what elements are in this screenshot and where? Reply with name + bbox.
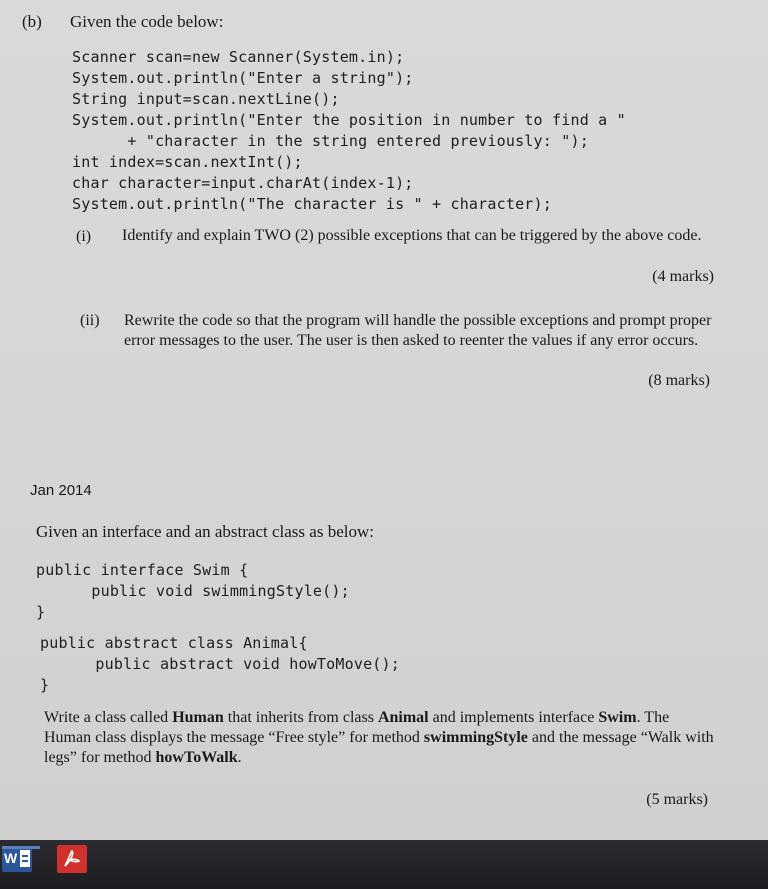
task-keyword-swimmingstyle: swimmingStyle bbox=[423, 729, 528, 746]
code-block-abstract-animal: public abstract class Animal{ public abstract void howToMove(); } bbox=[40, 634, 400, 694]
task-text-part: Write a class called bbox=[44, 709, 173, 726]
task-text-part: and the message “Walk with legs” for method bbox=[44, 729, 714, 766]
subquestion-text-ii: Rewrite the code so that the program will handle the possible exceptions and prompt proper error messages to the user. The user is then asked to reenter the values if any error occurs. bbox=[124, 312, 712, 349]
section-intro: Given an interface and an abstract class as below: bbox=[36, 522, 374, 541]
code-block-scanner: Scanner scan=new Scanner(System.in); System.out.println("Enter a string"); String input=scan.nextLine(); System.out.println("Enter the position in number to find a " + "character in the string entered previously: "); int index=scan.nextInt(); char character=input.charAt(index-1); System.out.println("The character is " + character); bbox=[72, 48, 626, 213]
question-label: (b) bbox=[22, 12, 42, 31]
task-text-part: . bbox=[237, 749, 242, 766]
marks-jan: (5 marks) bbox=[646, 791, 708, 808]
active-indicator bbox=[2, 846, 40, 849]
task-keyword-human: Human bbox=[172, 709, 224, 726]
word-letter: W bbox=[4, 850, 18, 866]
word-lines-glyph bbox=[20, 850, 30, 867]
question-title: Given the code below: bbox=[70, 12, 224, 31]
subquestion-number-ii: (ii) bbox=[80, 312, 100, 329]
task-text-part: and implements interface bbox=[428, 709, 599, 726]
task-keyword-howtowalk: howToWalk bbox=[155, 749, 238, 766]
acrobat-pdf-icon[interactable] bbox=[57, 845, 87, 873]
task-text-part: . The Human class displays the message “Free style” for method bbox=[44, 709, 670, 746]
task-keyword-swim: Swim bbox=[598, 709, 637, 726]
task-text bbox=[44, 708, 716, 768]
task-text-part: that inherits from class bbox=[223, 709, 378, 726]
marks-ii: (8 marks) bbox=[648, 372, 710, 389]
subquestion-text-i: Identify and explain TWO (2) possible exceptions that can be triggered by the above code. bbox=[122, 227, 702, 244]
code-block-interface-swim: public interface Swim { public void swimmingStyle(); } bbox=[36, 561, 350, 621]
section-heading-jan-2014: Jan 2014 bbox=[30, 482, 92, 499]
subquestion-number-i: (i) bbox=[76, 228, 92, 245]
word-icon[interactable] bbox=[2, 846, 32, 872]
task-keyword-animal: Animal bbox=[377, 709, 429, 726]
acrobat-glyph-icon bbox=[61, 848, 83, 870]
marks-i: (4 marks) bbox=[652, 268, 714, 285]
taskbar bbox=[0, 840, 768, 889]
